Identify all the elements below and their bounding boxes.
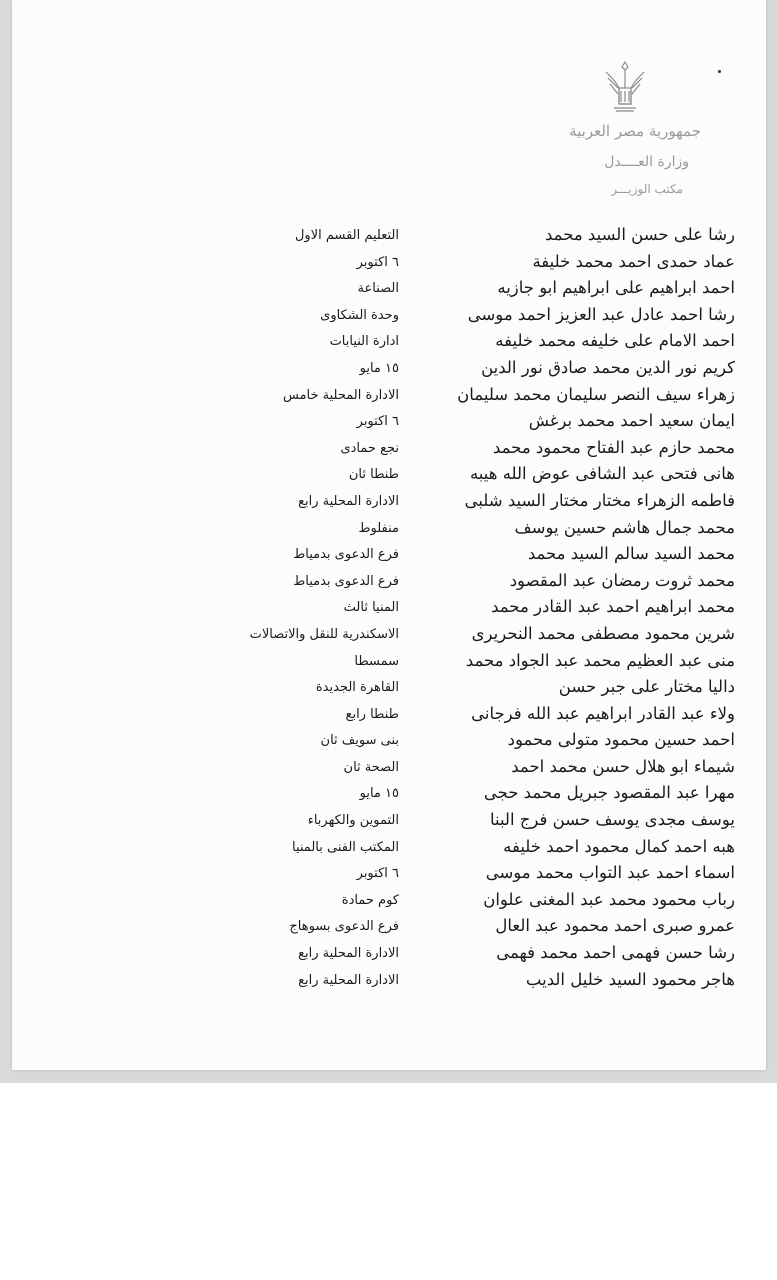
assignment: طنطا رابع xyxy=(345,706,399,722)
assignment: ٦ اكتوبر xyxy=(356,414,399,430)
assignment: كوم حمادة xyxy=(341,892,399,908)
person-name: احمد الامام على خليفه محمد خليفه xyxy=(495,331,735,351)
assignment: الادارة المحلية خامس xyxy=(283,387,399,403)
list-item xyxy=(0,222,777,249)
assignment: فرع الدعوى بدمياط xyxy=(293,547,399,563)
list-item xyxy=(0,515,777,542)
assignment: ١٥ مايو xyxy=(359,360,399,376)
list-item xyxy=(0,834,777,861)
list-item xyxy=(0,648,777,675)
person-name: احمد حسين محمود متولى محمود xyxy=(507,730,735,750)
person-name: فاطمه الزهراء مختار مختار السيد شلبى xyxy=(464,490,735,510)
person-name: محمد ثروت رمضان عبد المقصود xyxy=(509,570,735,590)
person-name: هاجر محمود السيد خليل الديب xyxy=(525,969,735,989)
assignment: التموين والكهرباء xyxy=(307,813,399,829)
assignment: القاهرة الجديدة xyxy=(315,680,399,696)
stray-mark xyxy=(718,70,721,73)
person-name: رشا حسن فهمى احمد محمد فهمى xyxy=(496,943,735,963)
assignment: نجع حمادى xyxy=(340,440,399,456)
person-name: ولاء عبد القادر ابراهيم عبد الله فرجانى xyxy=(471,703,735,723)
person-name: رباب محمود محمد عبد المغنى علوان xyxy=(483,889,735,909)
list-item xyxy=(0,727,777,754)
assignment: وحدة الشكاوى xyxy=(320,307,399,323)
person-name: رشا احمد عادل عبد العزيز احمد موسى xyxy=(467,304,735,324)
person-name: هانى فتحى عبد الشافى عوض الله هيبه xyxy=(469,464,735,484)
person-name: منى عبد العظيم محمد عبد الجواد محمد xyxy=(465,650,735,670)
assignment: منفلوط xyxy=(358,520,399,536)
list-item xyxy=(0,435,777,462)
header-ministry: وزارة العــــدل xyxy=(604,154,689,170)
list-item xyxy=(0,887,777,914)
person-name: رشا على حسن السيد محمد xyxy=(545,225,735,244)
list-item xyxy=(0,408,777,435)
assignment: فرع الدعوى بدمياط xyxy=(293,573,399,589)
person-name: يوسف مجدى يوسف حسن فرج البنا xyxy=(489,810,735,830)
list-item xyxy=(0,807,777,834)
person-name: احمد ابراهيم على ابراهيم ابو جازيه xyxy=(497,278,735,298)
header-republic: جمهورية مصر العربية xyxy=(569,122,701,140)
person-name: شرين محمود مصطفى محمد النحريرى xyxy=(471,623,735,643)
person-name: محمد حازم عبد الفتاح محمود محمد xyxy=(492,437,735,457)
list-item xyxy=(0,355,777,382)
names-list xyxy=(0,222,777,993)
person-name: داليا مختار على جبر حسن xyxy=(558,677,735,697)
assignment: الصحة ثان xyxy=(343,759,399,775)
list-item xyxy=(0,302,777,329)
person-name: محمد ابراهيم احمد عبد القادر محمد xyxy=(491,597,735,617)
list-item xyxy=(0,461,777,488)
person-name: عمرو صبرى احمد محمود عبد العال xyxy=(495,916,735,936)
assignment: الاسكندرية للنقل والاتصالات xyxy=(249,626,399,642)
assignment: فرع الدعوى بسوهاج xyxy=(289,919,399,935)
list-item xyxy=(0,328,777,355)
list-item xyxy=(0,594,777,621)
assignment: طنطا ثان xyxy=(348,467,399,483)
person-name: مهرا عبد المقصود جبريل محمد حجى xyxy=(483,783,735,803)
person-name: كريم نور الدين محمد صادق نور الدين xyxy=(481,357,735,377)
person-name: هبه احمد كمال محمود احمد خليفه xyxy=(503,836,735,856)
eagle-emblem-icon xyxy=(602,58,648,114)
list-item xyxy=(0,701,777,728)
assignment: التعليم القسم الاول xyxy=(294,228,399,243)
assignment: الصناعة xyxy=(357,281,399,297)
list-item xyxy=(0,249,777,276)
list-item xyxy=(0,967,777,994)
assignment: ١٥ مايو xyxy=(359,786,399,802)
header-office: مكتب الوزيـــر xyxy=(611,182,683,196)
list-item xyxy=(0,913,777,940)
person-name: محمد جمال هاشم حسين يوسف xyxy=(514,517,735,537)
assignment: ٦ اكتوبر xyxy=(356,254,399,270)
assignment: سمسطا xyxy=(354,653,399,669)
assignment: الادارة المحلية رابع xyxy=(298,946,399,962)
assignment: المكتب الفنى بالمنيا xyxy=(292,839,399,855)
assignment: الادارة المحلية رابع xyxy=(298,493,399,509)
list-item xyxy=(0,940,777,967)
list-item xyxy=(0,780,777,807)
list-item xyxy=(0,754,777,781)
person-name: ايمان سعيد احمد محمد برغش xyxy=(528,411,735,431)
person-name: اسماء احمد عبد التواب محمد موسى xyxy=(485,863,735,883)
assignment: المنيا ثالث xyxy=(343,600,399,616)
list-item xyxy=(0,275,777,302)
person-name: زهراء سيف النصر سليمان محمد سليمان xyxy=(457,384,735,404)
list-item xyxy=(0,488,777,515)
list-item xyxy=(0,860,777,887)
assignment: ادارة النيابات xyxy=(329,334,399,350)
person-name: محمد السيد سالم السيد محمد xyxy=(527,544,735,564)
assignment: الادارة المحلية رابع xyxy=(298,972,399,988)
assignment: ٦ اكتوبر xyxy=(356,866,399,882)
list-item xyxy=(0,674,777,701)
assignment: بنى سويف ثان xyxy=(320,733,399,749)
person-name: شيماء ابو هلال حسن محمد احمد xyxy=(511,756,735,776)
person-name: عماد حمدى احمد محمد خليفة xyxy=(532,251,735,271)
list-item xyxy=(0,568,777,595)
list-item xyxy=(0,541,777,568)
list-item xyxy=(0,621,777,648)
list-item xyxy=(0,382,777,409)
